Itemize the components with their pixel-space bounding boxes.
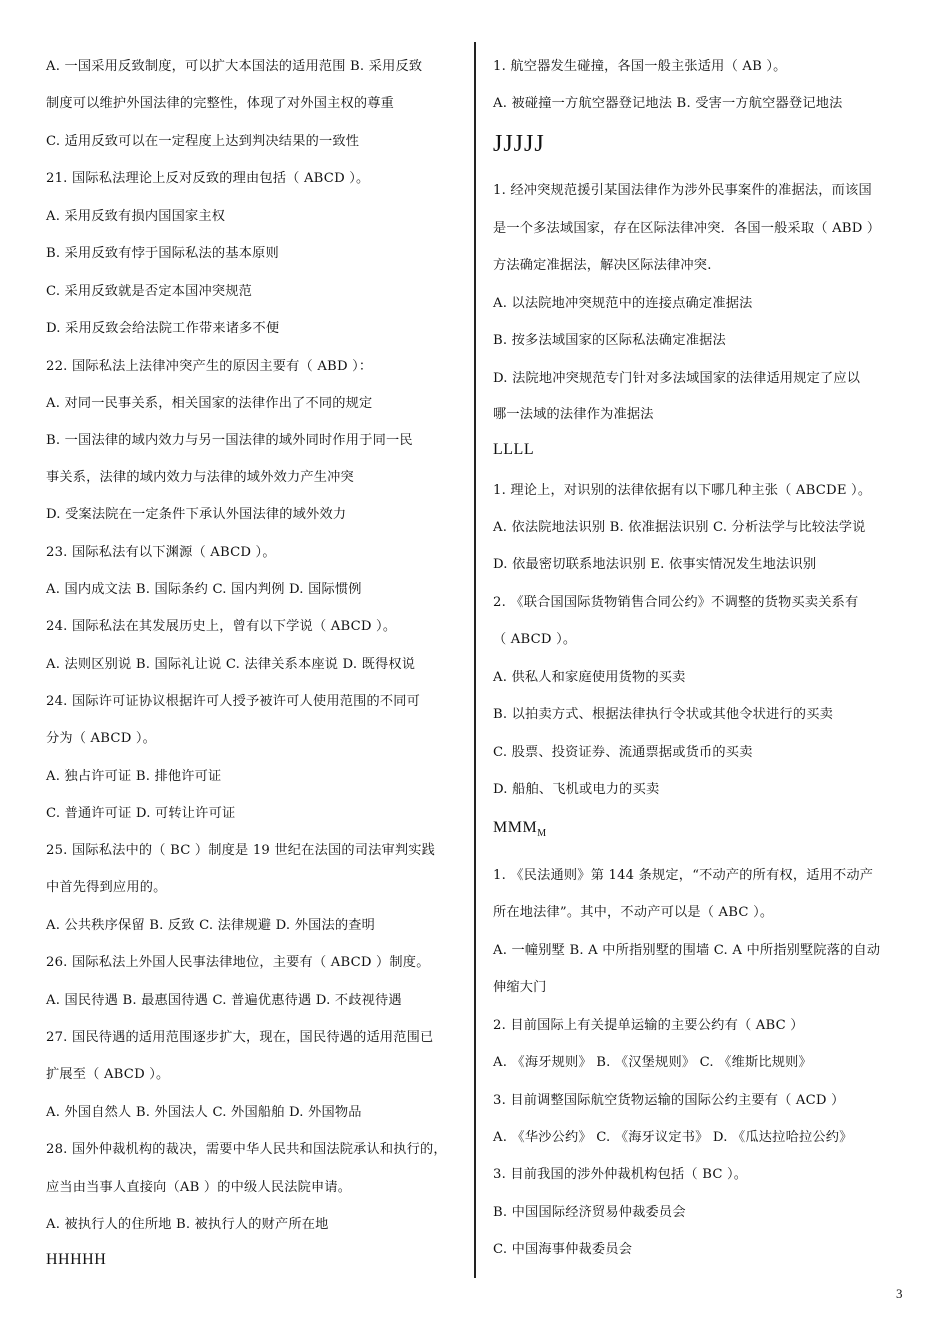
text-line: D. 受案法院在一定条件下承认外国法律的域外效力 <box>46 507 347 522</box>
text-line: 制度可以维护外国法律的完整性，体现了对外国主权的尊重 <box>46 96 395 111</box>
text-line: 25. 国际私法中的（ BC ）制度是 19 世纪在法国的司法审判实践 <box>46 843 436 858</box>
text-line: A. 被执行人的住所地 B. 被执行人的财产所在地 <box>46 1217 329 1232</box>
text-line: D. 依最密切联系地法识别 E. 依事实情况发生地法识别 <box>493 557 817 572</box>
text-line: D. 船舶、飞机或电力的买卖 <box>493 782 660 797</box>
text-line: A. 《海牙规则》 B. 《汉堡规则》 C. 《维斯比规则》 <box>493 1055 812 1070</box>
text-line: A. 外国自然人 B. 外国法人 C. 外国船舶 D. 外国物品 <box>46 1105 362 1120</box>
page-number: 3 <box>896 1286 903 1301</box>
text-line: 24. 国际私法在其发展历史上，曾有以下学说（ ABCD ）。 <box>46 619 397 634</box>
text-line: 哪一法域的法律作为准据法 <box>493 407 654 422</box>
text-line: （ ABCD ）。 <box>493 632 577 647</box>
text-line: A. 对同一民事关系，相关国家的法律作出了不同的规定 <box>46 396 373 411</box>
section-heading: $MMM_M$ <box>493 819 547 840</box>
text-line: A. 被碰撞一方航空器登记地法 B. 受害一方航空器登记地法 <box>493 96 843 111</box>
text-line: 24. 国际许可证协议根据许可人授予被许可人使用范围的不同可 <box>46 694 421 709</box>
text-line: B. 中国国际经济贸易仲裁委员会 <box>493 1205 686 1220</box>
text-line: 是一个多法域国家，存在区际法律冲突．各国一般采取（ ABD ） <box>493 221 881 236</box>
text-line: 1. 理论上，对识别的法律依据有以下哪几种主张（ ABCDE ）。 <box>493 483 872 498</box>
text-line: 1. 经冲突规范援引某国法律作为涉外民事案件的准据法，而该国 <box>493 183 872 198</box>
text-line: 所在地法律”。其中，不动产可以是（ ABC ）。 <box>493 905 774 920</box>
text-line: 2. 《联合国国际货物销售合同公约》不调整的货物买卖关系有 <box>493 595 859 610</box>
text-line: A. 国民待遇 B. 最惠国待遇 C. 普遍优惠待遇 D. 不歧视待遇 <box>46 993 402 1008</box>
text-line: C. 普通许可证 D. 可转让许可证 <box>46 806 236 821</box>
text-line: 28. 国外仲裁机构的裁决，需要中华人民共和国法院承认和执行的， <box>46 1142 447 1157</box>
text-line: B. 一国法律的域内效力与另一国法律的域外同时作用于同一民 <box>46 433 413 448</box>
text-line: 23. 国际私法有以下渊源（ ABCD ）。 <box>46 545 276 560</box>
text-line: 方法确定准据法，解决区际法律冲突. <box>493 258 712 273</box>
text-line: 3. 目前我国的涉外仲裁机构包括（ BC ）。 <box>493 1167 748 1182</box>
text-line: A. 法则区别说 B. 国际礼让说 C. 法律关系本座说 D. 既得权说 <box>46 657 416 672</box>
text-line: A. 依法院地法识别 B. 依准据法识别 C. 分析法学与比较法学说 <box>493 520 866 535</box>
section-heading: LLLL <box>493 441 535 458</box>
text-line: 事关系，法律的域内效力与法律的域外效力产生冲突 <box>46 470 354 485</box>
text-line: B. 以拍卖方式、根据法律执行令状或其他令状进行的买卖 <box>493 707 833 722</box>
text-line: 3. 目前调整国际航空货物运输的国际公约主要有（ ACD ） <box>493 1093 845 1108</box>
text-line: A. 供私人和家庭使用货物的买卖 <box>493 670 686 685</box>
text-line: C. 股票、投资证券、流通票据或货币的买卖 <box>493 745 753 760</box>
text-line: B. 采用反致有悖于国际私法的基本原则 <box>46 246 279 261</box>
heading-subscript: M <box>537 828 547 840</box>
text-line: A. 独占许可证 B. 排他许可证 <box>46 769 222 784</box>
text-line: A. 公共秩序保留 B. 反致 C. 法律规避 D. 外国法的查明 <box>46 918 376 933</box>
text-line: 1. 《民法通则》第 144 条规定，“不动产的所有权，适用不动产 <box>493 868 874 883</box>
text-line: 22. 国际私法上法律冲突产生的原因主要有（ ABD ）： <box>46 359 373 374</box>
text-line: B. 按多法域国家的区际私法确定准据法 <box>493 333 726 348</box>
text-line: 2. 目前国际上有关提单运输的主要公约有（ ABC ） <box>493 1018 804 1033</box>
text-line: C. 适用反致可以在一定程度上达到判决结果的一致性 <box>46 134 360 149</box>
text-line: C. 中国海事仲裁委员会 <box>493 1242 633 1257</box>
text-line: D. 采用反致会给法院工作带来诸多不便 <box>46 321 280 336</box>
column-divider <box>474 42 476 1278</box>
text-line: A. 以法院地冲突规范中的连接点确定准据法 <box>493 296 753 311</box>
text-line: A. 《华沙公约》 C. 《海牙议定书》 D. 《瓜达拉哈拉公约》 <box>493 1130 853 1145</box>
text-line: 伸缩大门 <box>493 980 547 995</box>
text-line: D. 法院地冲突规范专门针对多法域国家的法律适用规定了应以 <box>493 371 861 386</box>
text-line: A. 一幢别墅 B. A 中所指别墅的围墙 C. A 中所指别墅院落的自动 <box>493 943 881 958</box>
text-line: 27. 国民待遇的适用范围逐步扩大，现在，国民待遇的适用范围已 <box>46 1030 434 1045</box>
text-line: 26. 国际私法上外国人民事法律地位，主要有（ ABCD ）制度。 <box>46 955 430 970</box>
text-line: A. 一国采用反致制度，可以扩大本国法的适用范围 B. 采用反致 <box>46 59 423 74</box>
text-line: 分为（ ABCD ）。 <box>46 731 157 746</box>
text-line: C. 采用反致就是否定本国冲突规范 <box>46 284 253 299</box>
text-line: 扩展至（ ABCD ）。 <box>46 1067 170 1082</box>
section-heading: JJJJJ <box>493 131 545 157</box>
text-line: A. 国内成文法 B. 国际条约 C. 国内判例 D. 国际惯例 <box>46 582 362 597</box>
text-line: A. 采用反致有损内国国家主权 <box>46 209 226 224</box>
text-line: 21. 国际私法理论上反对反致的理由包括（ ABCD ）。 <box>46 171 370 186</box>
text-line: 中首先得到应用的。 <box>46 880 167 895</box>
text-line: 1. 航空器发生碰撞，各国一般主张适用（ AB ）。 <box>493 59 787 74</box>
text-line: 应当由当事人直接向（AB ）的中级人民法院申请。 <box>46 1180 352 1195</box>
section-heading: HHHHH <box>46 1251 107 1268</box>
